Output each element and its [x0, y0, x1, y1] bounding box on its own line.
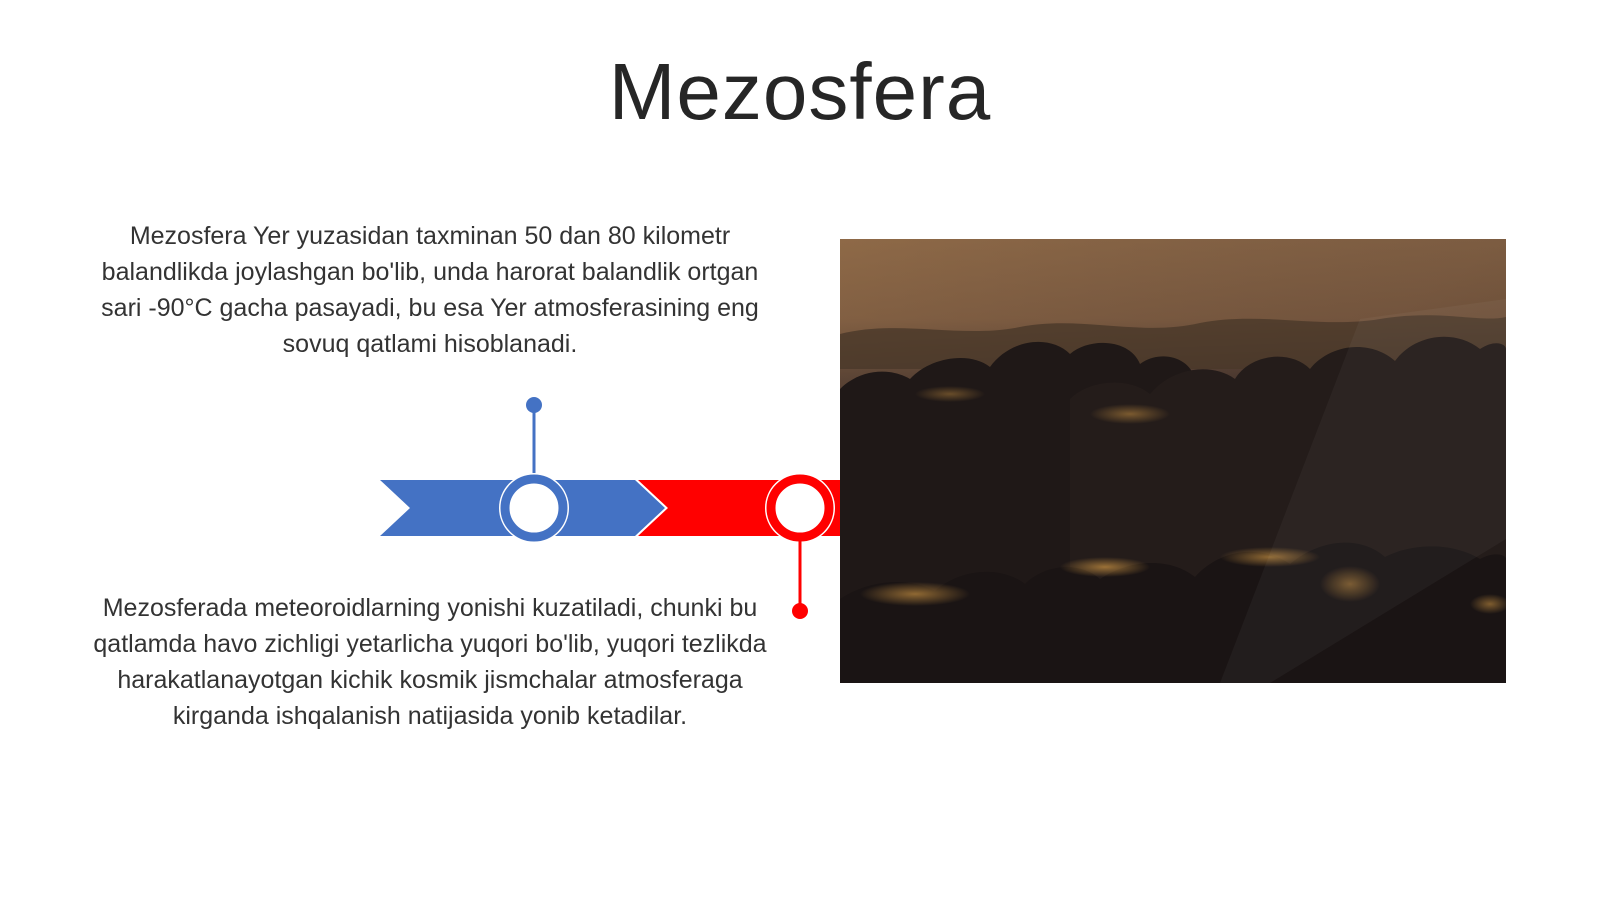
blue-ring-outline [505, 479, 563, 537]
cloud-highlight-2 [915, 386, 985, 402]
red-ring-outline [771, 479, 829, 537]
slide-title: Mezosfera [608, 47, 992, 136]
red-connector-dot [792, 603, 808, 619]
cloud-highlight-3 [860, 582, 970, 606]
clouds-photo-image [840, 239, 1506, 683]
clouds-photo [840, 239, 1506, 683]
paragraph-top: Mezosfera Yer yuzasidan taxminan 50 dan 80 kilometr balandlikda joylashgan bo'lib, unda harorat balandlik ortgan sari -90°C gacha pasayadi, bu esa Yer atmosferasining eng sovuq qatlami hisoblanadi. [101, 222, 759, 358]
cloud-highlight-4 [1060, 557, 1150, 577]
paragraph-bottom: Mezosferada meteoroidlarning yonishi kuzatiladi, chunki bu qatlamda havo zichligi yetarlicha yuqori bo'lib, yuqori tezlikda harakatlanayotgan kichik kosmik jismchalar atmosferaga kirganda ishqalanish natijasida yonib ketadilar. [93, 594, 767, 730]
cloud-highlight-1 [1090, 404, 1170, 424]
timeline-graphic [380, 388, 850, 628]
blue-connector-dot [526, 397, 542, 413]
